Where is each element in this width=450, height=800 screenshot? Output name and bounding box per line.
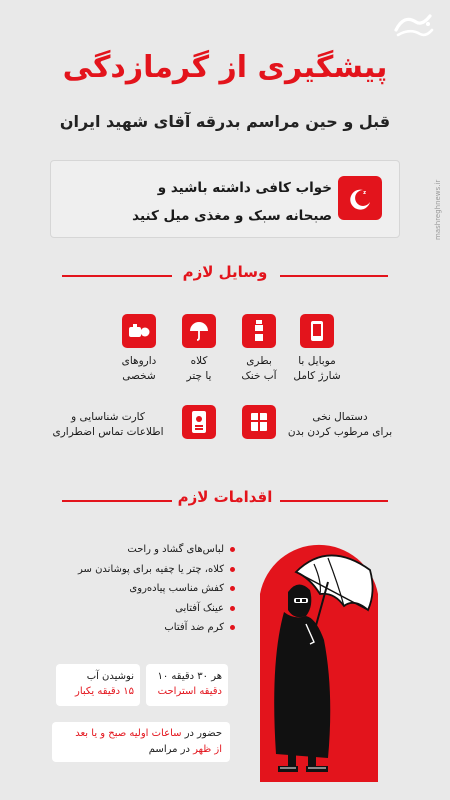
water-tip-line2: ۱۵ دقیقه یکبار	[75, 686, 134, 697]
rest-tip-line2: دقیقه استراحت	[157, 686, 222, 697]
towel-icon	[242, 405, 276, 439]
list-item-text: لباس‌های گشاد و راحت	[127, 544, 224, 556]
list-item-text: کلاه، چتر یا چفیه برای پوشاندن سر	[78, 563, 224, 575]
sleep-tip-text	[62, 174, 332, 230]
watermark: mashreghnews.ir	[434, 179, 442, 240]
equipment-label-line: داروهای	[121, 355, 157, 367]
equipment-item-pills	[101, 354, 177, 384]
attendance-tip-box	[52, 722, 230, 762]
actions-list	[78, 540, 235, 638]
bullet-icon	[230, 606, 235, 611]
list-item	[110, 540, 235, 560]
attendance-line2	[60, 742, 222, 758]
water-tip-line1: نوشیدن آب	[86, 671, 134, 682]
equipment-label-line: شخصی	[122, 370, 156, 382]
list-item-text: عینک آفتابی	[175, 602, 224, 614]
list-item	[78, 560, 235, 580]
svg-text:z: z	[363, 190, 366, 196]
bottle-icon	[242, 314, 276, 348]
bullet-icon	[230, 547, 235, 552]
woman-umbrella-illustration	[258, 532, 380, 782]
equipment-label-line: اطلاعات تماس اضطراری	[52, 426, 164, 438]
attendance-text: حضور در	[184, 728, 222, 739]
attendance-text: در مراسم	[148, 744, 190, 755]
sleep-tip-line1: خواب کافی داشته باشید و	[157, 180, 332, 196]
attendance-line1	[60, 726, 222, 742]
sleep-tip-line2: صبحانه سبک و مغذی میل کنید	[132, 208, 332, 224]
svg-text:z: z	[357, 193, 362, 201]
rest-tip-box	[146, 664, 228, 706]
equipment-label-line: موبایل با	[298, 355, 336, 367]
actions-section-header	[0, 488, 450, 512]
id-card-icon	[182, 405, 216, 439]
attendance-highlight: ساعات اولیه صبح و یا بعد	[75, 728, 182, 739]
water-tip-box	[56, 664, 140, 706]
equipment-section-header	[0, 263, 450, 287]
pills-icon	[122, 314, 156, 348]
equipment-label-line: شارژ کامل	[293, 370, 341, 382]
page-subtitle: قبل و حین مراسم بدرقه آقای شهید ایران	[59, 112, 391, 131]
equipment-title: وسایل لازم	[182, 263, 268, 281]
equipment-label-line: برای مرطوب کردن بدن	[287, 426, 393, 438]
bullet-icon	[230, 586, 235, 591]
attendance-highlight: از ظهر	[193, 744, 222, 755]
bullet-icon	[230, 625, 235, 630]
equipment-label-line: یا چتر	[186, 370, 212, 382]
equipment-label-line: دستمال نخی	[312, 411, 368, 423]
equipment-label-line: آب خنک	[241, 370, 277, 382]
list-item	[110, 579, 235, 599]
page-title: پیشگیری از گرمازدگی	[62, 50, 388, 85]
rest-tip-line1: هر ۳۰ دقیقه ۱۰	[157, 671, 222, 682]
equipment-item-id-card	[38, 410, 178, 440]
equipment-label-line: کلاه	[190, 355, 208, 367]
bullet-icon	[230, 567, 235, 572]
phone-icon	[300, 314, 334, 348]
equipment-item-towel	[280, 410, 400, 440]
mashregh-logo-icon	[390, 8, 438, 42]
umbrella-icon	[182, 314, 216, 348]
equipment-label-line: بطری	[246, 355, 272, 367]
actions-title: اقدامات لازم	[177, 488, 273, 506]
list-item	[110, 599, 235, 619]
moon-sleep-icon	[338, 176, 382, 220]
list-item-text: کفش مناسب پیاده‌روی	[129, 583, 224, 595]
list-item-text: کرم ضد آفتاب	[164, 622, 224, 634]
equipment-label-line: کارت شناسایی و	[71, 411, 145, 423]
list-item	[110, 618, 235, 638]
